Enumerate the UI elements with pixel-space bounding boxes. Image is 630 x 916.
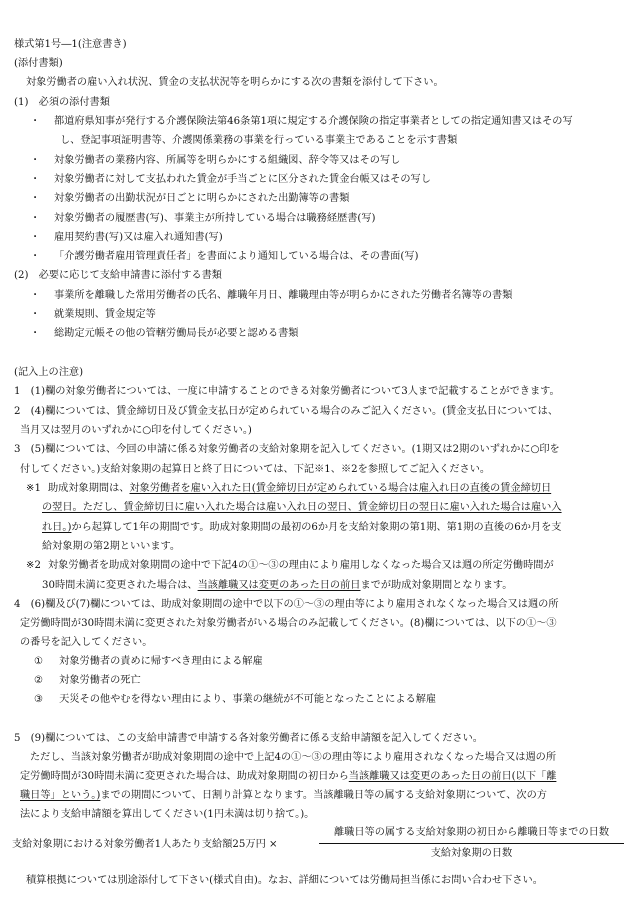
reason-item: ② 対象労働者の死亡 — [34, 675, 141, 686]
note-5-continuation: 法により支給申請額を算出してください(1円未満は切り捨て。)。 — [20, 809, 315, 820]
formula-denominator: 支給対象期の日数 — [430, 848, 513, 860]
formula-numerator: 離職日等の属する支給対象期の初日から離職日等までの日数 — [333, 827, 610, 838]
note-1: 1 (1)欄の対象労働者については、一度に申請することのできる対象労働者について3人まで記載することができます。 — [14, 386, 560, 397]
subsidy-formula — [12, 828, 620, 864]
attachments-intro: 対象労働者の雇い入れ状況、賃金の支払状況等を明らかにする次の書類を添付して下さい。 — [26, 77, 444, 88]
bullet-icon: ・ — [30, 193, 41, 204]
bullet-icon: ・ — [30, 328, 41, 339]
formula-fraction — [319, 828, 624, 859]
note-5-continuation: 定労働時間が30時間未満に変更された場合は、助成対象期間の初日から当該離職又は変更のあった日の前日(以下「離 — [20, 771, 557, 782]
bullet-icon: ・ — [30, 116, 41, 127]
required-item: ・ 雇用契約書(写)又は雇入れ通知書(写) — [30, 232, 223, 243]
note-5: 5 (9)欄については、この支給申請書で申請する各対象労働者に係る支給申請額を記入してください。 — [14, 733, 483, 744]
reason-item: ① 対象労働者の責めに帰すべき理由による解雇 — [34, 656, 263, 667]
note-2: 2 (4)欄については、賃金締切日及び賃金支払日が定められている場合のみご記入ください。(賃金支払日については、 — [14, 406, 559, 417]
required-item: ・ 「介護労働者雇用管理責任者」を書面により通知している場合は、その書面(写) — [30, 251, 419, 262]
required-item: ・ 対象労働者の出勤状況が日ごとに明らかにされた出勤簿等の書類 — [30, 193, 350, 204]
required-item: ・ 対象労働者の履歴書(写)、事業主が所持している場合は職務経歴書(写) — [30, 213, 376, 224]
optional-item: ・ 事業所を離職した常用労働者の氏名、離職年月日、離職理由等が明らかにされた労働者名簿等の書類 — [30, 290, 513, 301]
required-item: ・ 都道府県知事が発行する介護保険法第46条第1項に規定する介護保険の指定事業者としての指定通知書又はその写 — [30, 116, 573, 127]
note-4-continuation: 定労働時間が30時間未満に変更された対象労働者がいる場合のみ記載してください。(8)欄については、以下の①～③ — [20, 618, 557, 629]
note-5-continuation: ただし、当該対象労働者が助成対象期間の途中で上記4の①～③の理由等により雇用されなくなった場合又は週の所 — [30, 752, 557, 763]
required-item: ・ 対象労働者に対して支払われた賃金が手当ごとに区分された賃金台帳又はその写し — [30, 174, 431, 185]
note-3: 3 (5)欄については、今回の申請に係る対象労働者の支給対象期を記入してください。(1期又は2期のいずれかに○印を — [14, 444, 560, 455]
note-3-continuation: 付してください。)支給対象期の起算日と終了日については、下記※1、※2を参照してご記入ください。 — [20, 464, 491, 475]
required-item: ・ 対象労働者の業務内容、所属等を明らかにする組織図、辞令等又はその写し — [30, 155, 401, 166]
note-4: 4 (6)欄及び(7)欄については、助成対象期間の途中で以下の①～③の理由等により雇用されなくなった場合又は週の所 — [14, 599, 559, 610]
fraction-bar — [319, 843, 624, 844]
required-item-continuation: し、登記事項証明書等、介護関係業務の事業を行っている事業主であることを示す書類 — [60, 135, 458, 146]
bullet-icon: ・ — [30, 213, 41, 224]
note-5-continuation: 職日等」という。)までの期間について、日割り計算となります。当該離職日等の属する支給対象期について、次の方 — [20, 790, 547, 801]
footnote-1-continuation: 給対象期の第2期といいます。 — [42, 541, 181, 552]
footnote-1-continuation: の翌日。ただし、賃金締切日に雇い入れた場合は雇い入れ日の翌日、賃金締切日の翌日に雇い入れた場合は雇い入 — [42, 502, 562, 513]
optional-heading: (2) 必要に応じて支給申請書に添付する書類 — [14, 270, 222, 281]
footnote-1-continuation: れ日。)から起算して1年の期間です。助成対象期間の最初の6か月を支給対象期の第1期、第1期の直後の6か月を支 — [42, 522, 562, 533]
note-2-continuation: 当月又は翌月のいずれかに○印を付してください。) — [20, 425, 252, 436]
bullet-icon: ・ — [30, 251, 41, 262]
footnote-2-continuation: 30時間未満に変更された場合は、当該離職又は変更のあった日の前日までが助成対象期間となります。 — [42, 580, 513, 591]
notes-heading: (記入上の注意) — [14, 367, 84, 378]
form-title: 様式第1号―1(注意書き) — [14, 39, 127, 50]
footnote-2-label: ※2 — [26, 560, 42, 571]
attachments-heading: (添付書類) — [14, 58, 63, 69]
required-heading: (1) 必須の添付書類 — [14, 97, 110, 108]
bullet-icon: ・ — [30, 232, 41, 243]
optional-item: ・ 就業規則、賃金規定等 — [30, 309, 156, 320]
bullet-icon: ・ — [30, 155, 41, 166]
note-4-continuation: の番号を記入してください。 — [20, 637, 153, 648]
footer-note: 積算根拠については別途添付して下さい(様式自由)。なお、詳細については労働局担当係にお問い合わせ下さい。 — [26, 875, 543, 886]
bullet-icon: ・ — [30, 174, 41, 185]
footnote-2: 対象労働者を助成対象期間の途中で下記4の①～③の理由により雇用しなくなった場合又は週の所定労働時間が — [48, 560, 554, 571]
optional-item: ・ 総勘定元帳その他の管轄労働局長が必要と認める書類 — [30, 328, 299, 339]
reason-item: ③ 天災その他やむを得ない理由により、事業の継続が不可能となったことによる解雇 — [34, 694, 437, 705]
footnote-1: 助成対象期間は、対象労働者を雇い入れた日(賃金締切日が定められている場合は雇入れ日の直後の賃金締切日 — [48, 483, 552, 494]
footnote-1-label: ※1 — [26, 483, 42, 494]
bullet-icon: ・ — [30, 309, 41, 320]
bullet-icon: ・ — [30, 290, 41, 301]
formula-label: 支給対象期における対象労働者1人あたり支給額25万円 × — [12, 839, 278, 850]
